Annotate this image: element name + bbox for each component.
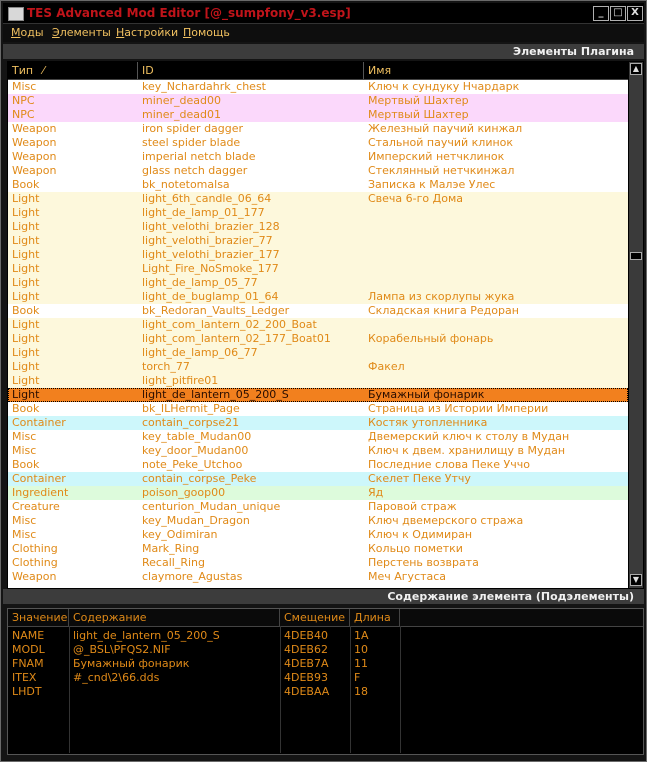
app-icon [8, 7, 24, 21]
cell-id: key_table_Mudan00 [142, 430, 252, 443]
cell-name: Факел [368, 360, 405, 373]
cell-id: iron spider dagger [142, 122, 244, 135]
cell-type: Light [12, 234, 40, 247]
window-title: TES Advanced Mod Editor [@_sumpfony_v3.esp] [27, 6, 351, 20]
table-row[interactable] [8, 556, 628, 570]
column-length[interactable]: Длина [350, 609, 400, 626]
cell-name: Ключ двемерского стража [368, 514, 524, 527]
cell-type: Misc [12, 528, 37, 541]
cell-content: #_cnd\2\66.dds [73, 671, 160, 684]
column-value[interactable]: Значение [8, 609, 69, 626]
menu-elements-accel: Э [52, 26, 60, 39]
scroll-up-icon[interactable]: ▲ [630, 63, 642, 75]
cell-name: Лампа из скорлупы жука [368, 290, 515, 303]
cell-id: miner_dead00 [142, 94, 222, 107]
cell-name: Корабельный фонарь [368, 332, 494, 345]
minimize-button[interactable]: _ [593, 6, 609, 21]
cell-value: LHDT [12, 685, 42, 698]
table-row[interactable] [8, 542, 628, 556]
cell-id: light_6th_candle_06_64 [142, 192, 272, 205]
cell-length: 11 [354, 657, 368, 670]
cell-type: Container [12, 472, 66, 485]
cell-name: Меч Агустаса [368, 570, 447, 583]
table-row[interactable] [8, 346, 628, 360]
menu-help[interactable] [183, 26, 230, 39]
table-row[interactable] [8, 108, 628, 122]
grid-header [8, 62, 628, 80]
cell-id: miner_dead01 [142, 108, 222, 121]
cell-type: Container [12, 416, 66, 429]
cell-id: Mark_Ring [142, 542, 200, 555]
title-bar[interactable] [3, 3, 644, 24]
table-row[interactable] [8, 234, 628, 248]
cell-name: Скелет Пеке Утчу [368, 472, 471, 485]
cell-type: Light [12, 192, 40, 205]
menu-mods-label: оды [20, 26, 44, 39]
table-row[interactable] [8, 178, 628, 192]
subrecord-row[interactable] [8, 671, 643, 685]
table-row[interactable] [8, 206, 628, 220]
cell-name: Костяк утопленника [368, 416, 488, 429]
cell-id: bk_ILHermit_Page [142, 402, 240, 415]
table-row[interactable] [8, 402, 628, 416]
cell-id: imperial netch blade [142, 150, 256, 163]
cell-type: Weapon [12, 570, 57, 583]
cell-id: light_velothi_brazier_128 [142, 220, 280, 233]
cell-id: key_Mudan_Dragon [142, 514, 250, 527]
table-row[interactable] [8, 430, 628, 444]
cell-content: @_BSL\PFQS2.NIF [73, 643, 171, 656]
cell-name: Имперский нетчклинок [368, 150, 505, 163]
subrecords-table-header [8, 609, 643, 627]
column-offset[interactable]: Смещение [280, 609, 350, 626]
cell-type: Clothing [12, 556, 58, 569]
cell-id: light_com_lantern_02_177_Boat01 [142, 332, 331, 345]
table-row[interactable] [8, 332, 628, 346]
table-row[interactable] [8, 318, 628, 332]
cell-id: glass netch dagger [142, 164, 248, 177]
cell-name: Страница из Истории Империи [368, 402, 549, 415]
table-row[interactable] [8, 290, 628, 304]
maximize-button[interactable]: □ [610, 6, 626, 21]
cell-id: light_de_lantern_05_200_S [142, 388, 289, 401]
table-row[interactable] [8, 570, 628, 584]
column-type-label: Тип [12, 64, 34, 77]
cell-id: note_Peke_Utchoo [142, 458, 243, 471]
cell-type: Creature [12, 500, 60, 513]
scroll-down-icon[interactable]: ▼ [630, 574, 642, 586]
cell-length: 10 [354, 643, 368, 656]
menu-mods[interactable] [11, 26, 44, 39]
cell-id: light_pitfire01 [142, 374, 219, 387]
table-row[interactable] [8, 136, 628, 150]
cell-name: Последние слова Пеке Уччо [368, 458, 530, 471]
cell-type: Light [12, 318, 40, 331]
close-button[interactable]: X [627, 6, 643, 21]
plugin-elements-header: Элементы Плагина [3, 44, 644, 59]
cell-offset: 4DEB7A [284, 657, 329, 670]
plugin-elements-grid [7, 61, 644, 589]
cell-value: MODL [12, 643, 45, 656]
cell-offset: 4DEB62 [284, 643, 328, 656]
cell-name: Складская книга Редоран [368, 304, 519, 317]
cell-type: Misc [12, 514, 37, 527]
cell-content: light_de_lantern_05_200_S [73, 629, 220, 642]
cell-id: claymore_Agustas [142, 570, 243, 583]
cell-value: ITEX [12, 671, 37, 684]
cell-name: Ключ к Одимиран [368, 528, 473, 541]
column-type[interactable] [8, 62, 138, 79]
cell-id: bk_notetomalsa [142, 178, 230, 191]
table-row[interactable] [8, 122, 628, 136]
menu-bar [3, 24, 644, 42]
table-row[interactable] [8, 514, 628, 528]
subrecords-table [7, 608, 644, 755]
table-row[interactable] [8, 360, 628, 374]
cell-offset: 4DEBAA [284, 685, 330, 698]
cell-id: light_de_lamp_05_77 [142, 276, 258, 289]
table-row[interactable] [8, 262, 628, 276]
cell-id: light_velothi_brazier_77 [142, 234, 273, 247]
cell-id: light_de_buglamp_01_64 [142, 290, 279, 303]
cell-id: light_de_lamp_06_77 [142, 346, 258, 359]
subrecord-row[interactable] [8, 629, 643, 643]
cell-id: key_Odimiran [142, 528, 218, 541]
grid-rows [8, 80, 628, 588]
cell-id: torch_77 [142, 360, 190, 373]
cell-type: Book [12, 178, 40, 191]
table-row[interactable] [8, 444, 628, 458]
cell-id: light_com_lantern_02_200_Boat [142, 318, 317, 331]
cell-type: Light [12, 332, 40, 345]
cell-type: Light [12, 262, 40, 275]
table-row[interactable] [8, 458, 628, 472]
cell-type: Misc [12, 430, 37, 443]
cell-id: steel spider blade [142, 136, 241, 149]
table-row[interactable] [8, 472, 628, 486]
cell-id: bk_Redoran_Vaults_Ledger [142, 304, 290, 317]
cell-type: Book [12, 458, 40, 471]
table-row[interactable] [8, 164, 628, 178]
cell-type: Weapon [12, 150, 57, 163]
cell-name: Стальной паучий клинок [368, 136, 514, 149]
cell-value: NAME [12, 629, 45, 642]
cell-type: Light [12, 290, 40, 303]
menu-help-label: омощь [191, 26, 230, 39]
cell-name: Бумажный фонарик [368, 388, 485, 401]
cell-type: Book [12, 304, 40, 317]
cell-name: Перстень возврата [368, 556, 479, 569]
subrecord-row[interactable] [8, 643, 643, 657]
cell-name: Железный паучий кинжал [368, 122, 523, 135]
subrecord-row[interactable] [8, 657, 643, 671]
cell-name: Кольцо пометки [368, 542, 463, 555]
cell-name: Паровой страж [368, 500, 457, 513]
cell-type: Light [12, 346, 40, 359]
table-row[interactable] [8, 248, 628, 262]
menu-help-accel: П [183, 26, 192, 39]
table-row[interactable] [8, 150, 628, 164]
cell-type: Light [12, 360, 40, 373]
cell-type: Weapon [12, 136, 57, 149]
scroll-thumb[interactable] [630, 252, 642, 260]
cell-id: centurion_Mudan_unique [142, 500, 281, 513]
cell-type: Book [12, 402, 40, 415]
cell-type: Light [12, 276, 40, 289]
subrecords-header: Содержание элемента (Подэлементы) [3, 589, 644, 604]
table-row[interactable] [8, 80, 628, 94]
vertical-scrollbar[interactable] [628, 62, 643, 588]
cell-id: contain_corpse21 [142, 416, 240, 429]
table-row[interactable] [8, 192, 628, 206]
cell-type: Light [12, 220, 40, 233]
cell-type: NPC [12, 94, 35, 107]
cell-id: key_Nchardahrk_chest [142, 80, 266, 93]
menu-mods-accel: М [11, 26, 21, 39]
cell-name: Мертвый Шахтер [368, 94, 469, 107]
cell-type: Weapon [12, 164, 57, 177]
table-row-selected[interactable] [8, 388, 628, 402]
cell-length: F [354, 671, 361, 684]
table-row[interactable] [8, 500, 628, 514]
cell-name: Ключ к двем. хранилищу в Мудан [368, 444, 566, 457]
cell-type: Light [12, 388, 40, 401]
cell-id: light_velothi_brazier_177 [142, 248, 280, 261]
cell-name: Свеча 6-го Дома [368, 192, 464, 205]
column-name[interactable]: Имя [368, 64, 392, 77]
table-row[interactable] [8, 528, 628, 542]
cell-type: Misc [12, 444, 37, 457]
cell-length: 1A [354, 629, 369, 642]
cell-name: Мертвый Шахтер [368, 108, 469, 121]
subrecord-row[interactable] [8, 685, 643, 699]
menu-settings[interactable] [116, 26, 178, 39]
cell-id: light_de_lamp_01_177 [142, 206, 265, 219]
cell-id: contain_corpse_Peke [142, 472, 257, 485]
cell-type: Weapon [12, 122, 57, 135]
cell-offset: 4DEB40 [284, 629, 328, 642]
cell-id: poison_goop00 [142, 486, 226, 499]
cell-type: NPC [12, 108, 35, 121]
table-row[interactable] [8, 94, 628, 108]
table-row[interactable] [8, 220, 628, 234]
sort-indicator-icon: ⁄ [42, 64, 45, 77]
cell-type: Ingredient [12, 486, 69, 499]
table-row[interactable] [8, 304, 628, 318]
table-row[interactable] [8, 276, 628, 290]
column-id[interactable]: ID [138, 62, 364, 79]
cell-type: Light [12, 206, 40, 219]
menu-elements[interactable] [52, 26, 111, 39]
table-row[interactable] [8, 416, 628, 430]
cell-name: Записка к Малэе Улес [368, 178, 496, 191]
cell-name: Стеклянный нетчкинжал [368, 164, 515, 177]
cell-type: Misc [12, 80, 37, 93]
cell-name: Ключ к сундуку Нчардарк [368, 80, 520, 93]
cell-length: 18 [354, 685, 368, 698]
cell-value: FNAM [12, 657, 44, 670]
menu-settings-label: астройки [124, 26, 179, 39]
cell-content: Бумажный фонарик [73, 657, 190, 670]
cell-name: Яд [368, 486, 384, 499]
cell-type: Clothing [12, 542, 58, 555]
cell-type: Light [12, 374, 40, 387]
cell-id: Light_Fire_NoSmoke_177 [142, 262, 279, 275]
column-content[interactable]: Содержание [69, 609, 280, 626]
table-row[interactable] [8, 486, 628, 500]
table-row[interactable] [8, 374, 628, 388]
cell-type: Light [12, 248, 40, 261]
menu-settings-accel: Н [116, 26, 125, 39]
cell-id: Recall_Ring [142, 556, 205, 569]
cell-name: Двемерский ключ к столу в Мудан [368, 430, 570, 443]
menu-elements-label: лементы [59, 26, 111, 39]
cell-offset: 4DEB93 [284, 671, 328, 684]
cell-id: key_door_Mudan00 [142, 444, 249, 457]
